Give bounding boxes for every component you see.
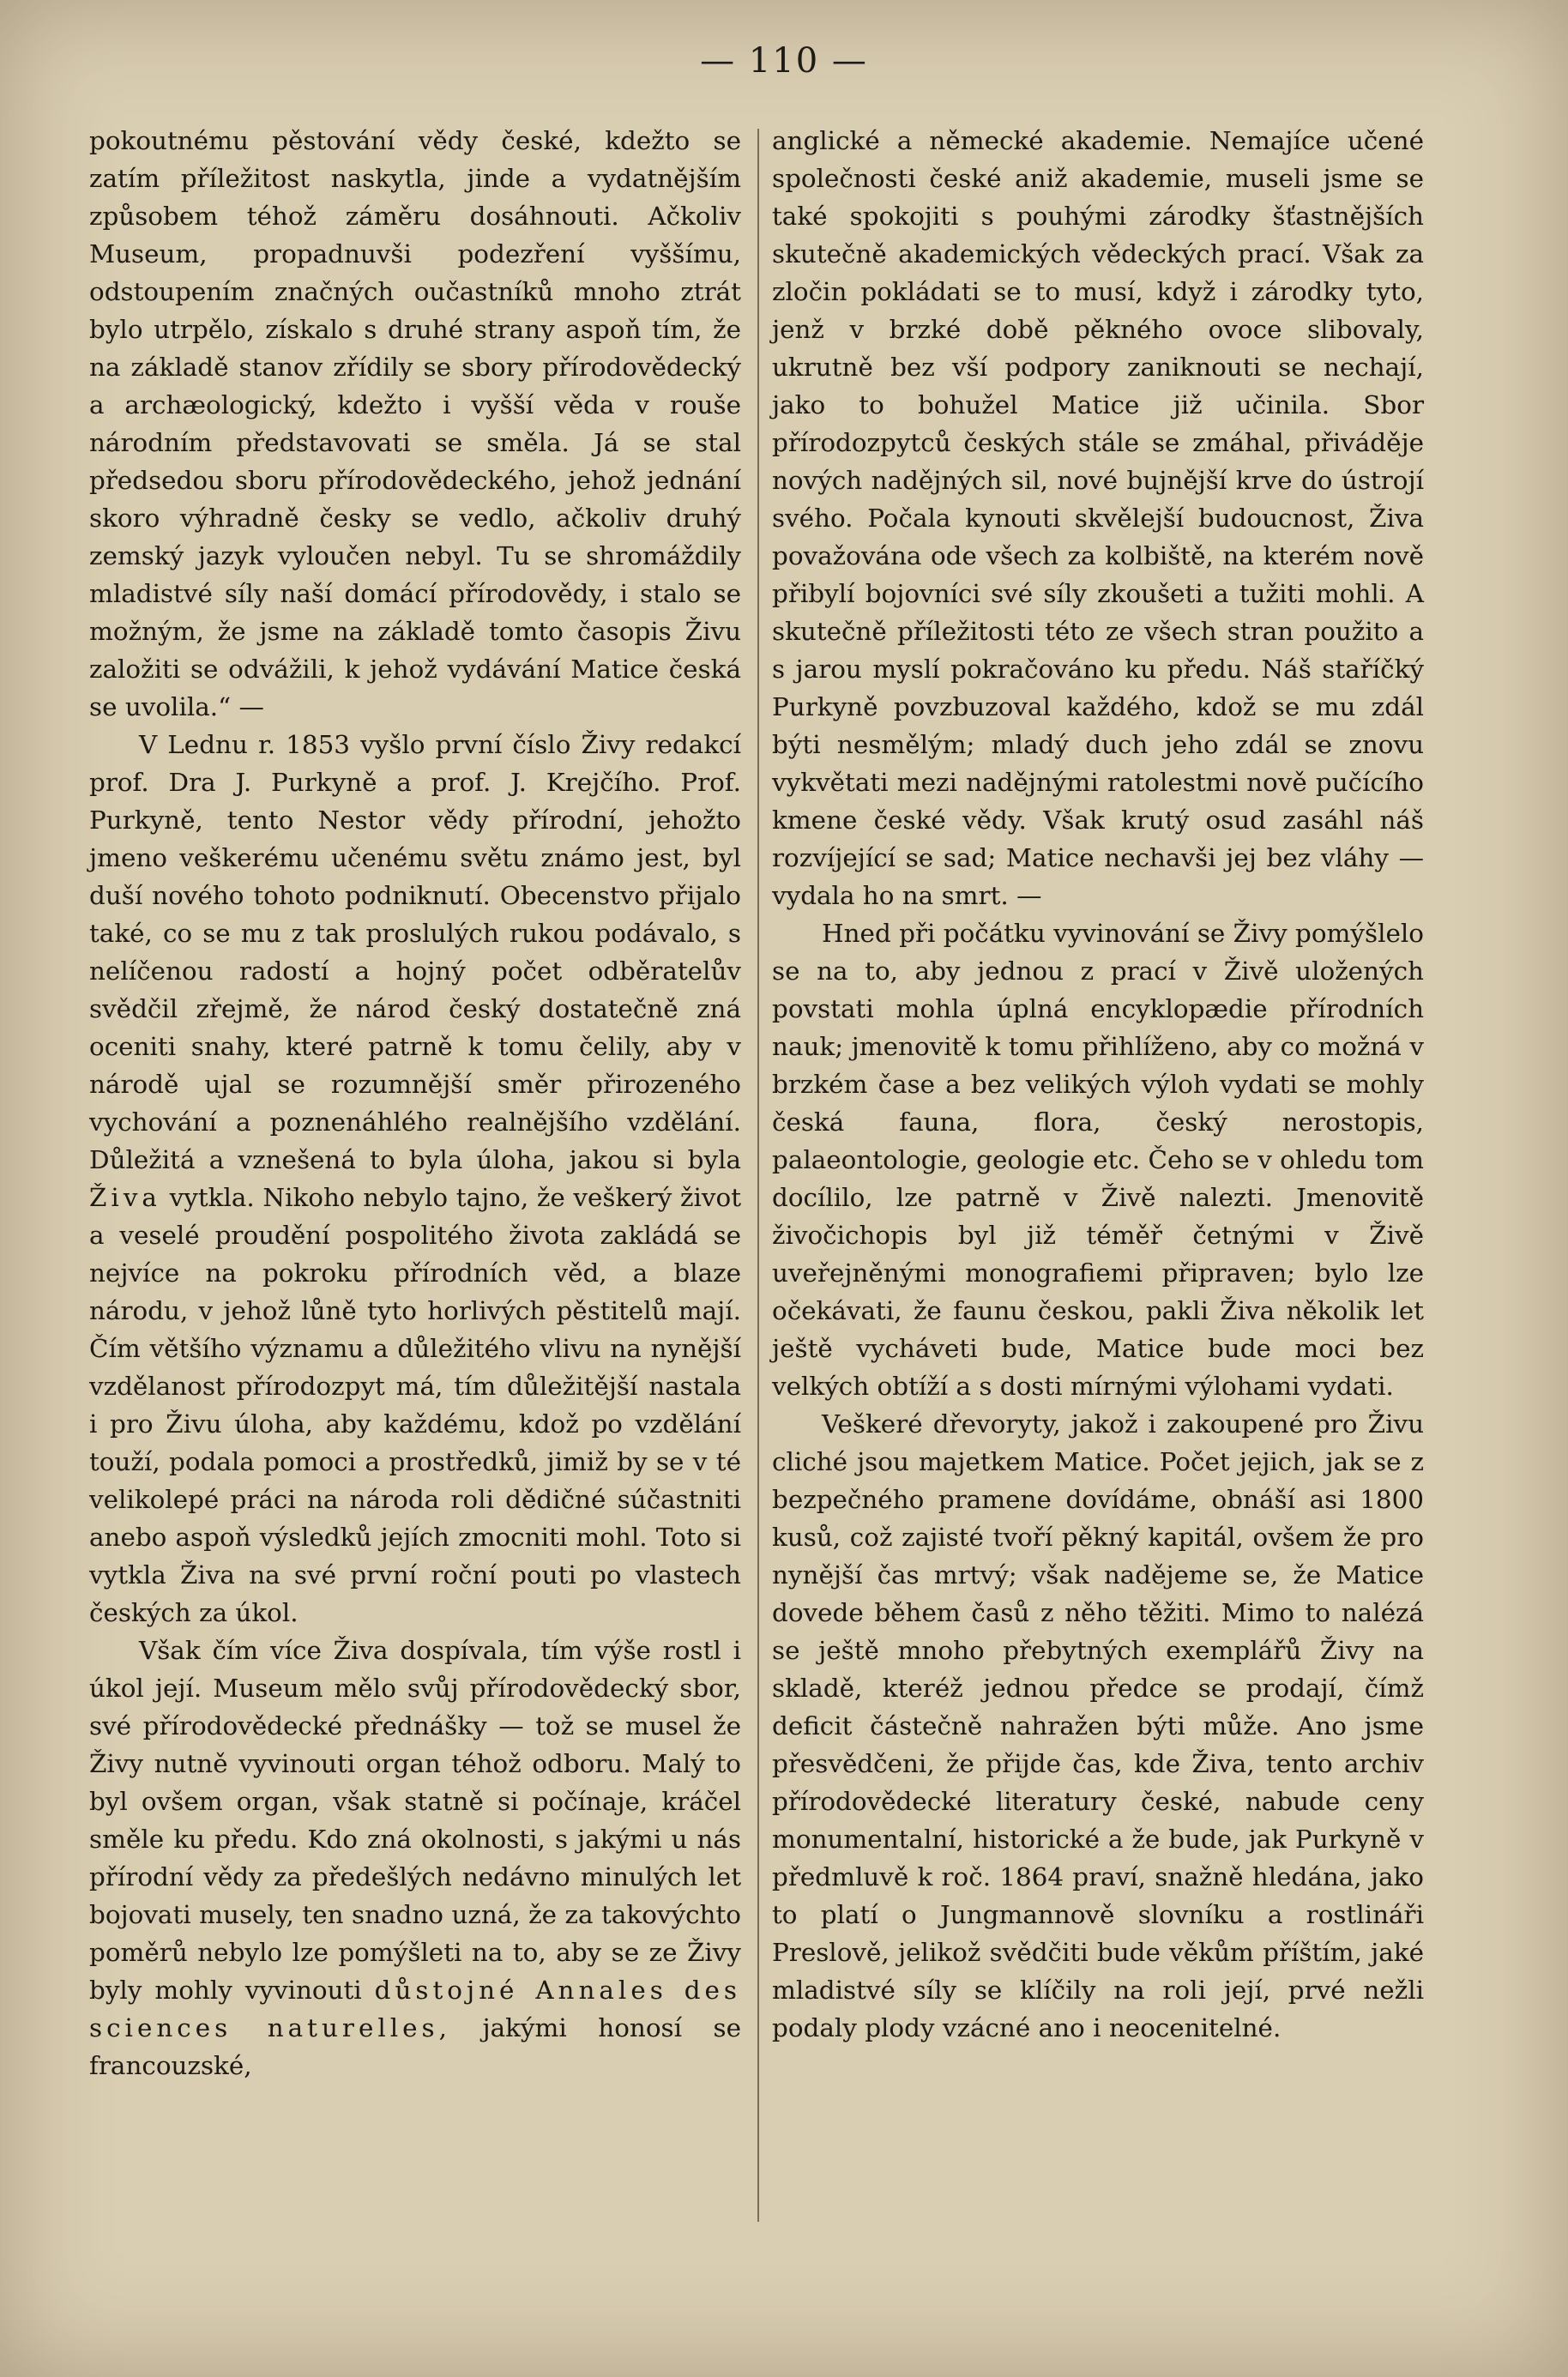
left-paragraph-2-spaced-word: Živa xyxy=(89,1183,161,1212)
column-divider xyxy=(757,129,759,2222)
left-column xyxy=(89,122,741,2084)
left-paragraph-3-text-b: jakými honosí se francouzské, xyxy=(89,2013,742,2080)
left-paragraph-3 xyxy=(89,1632,741,2084)
left-paragraph-1: pokoutnému pěstování vědy české, kdežto se zatím příležitost naskytla, jinde a vydatnějším způsobem téhož záměru dosáhnouti. Ačkoliv Museum, propadnuvši podezření vyššímu, odstoupením značných oučastníků mnoho ztrát bylo utrpělo, získalo s druhé strany aspoň tím, že na základě stanov zřídily se sbory přírodovědecký a archæologický, kdežto i vyšší věda v rouše národním představovati se směla. Já se stal předsedou sboru přírodovědeckého, jehož jednání skoro výhradně česky se vedlo, ačkoliv druhý zemský jazyk vyloučen nebyl. Tu se shromáždily mladistvé síly naší domácí přírodovědy, i stalo se možným, že jsme na základě tomto časopis Živu založiti se odvážili, k jehož vydávání Matice česká se uvolila.“ — xyxy=(89,126,741,721)
left-paragraph-3-spaced-title: důstojné Annales des sciences naturelles, xyxy=(89,1976,741,2042)
right-column xyxy=(772,122,1424,2047)
right-paragraph-1: anglické a německé akademie. Nemajíce učené společnosti české aniž akademie, museli jsme se také spokojiti s pouhými zárodky šťastnějších skutečně akademických vědeckých prací. Však za zločin pokládati se to musí, když i zárodky tyto, jenž v brzké době pěkného ovoce slibovaly, ukrutně bez vší podpory zaniknouti se nechají, jako to bohužel Matice již učinila. Sbor přírodozpytců českých stále se zmáhal, přiváděje nových nadějných sil, nové bujnější krve do ústrojí svého. Počala kynouti skvělejší budoucnost, Živa považována ode všech za kolbiště, na kterém nově přibylí bojovníci své síly zkoušeti a tužiti mohli. A skutečně příležitosti této ze všech stran použito a s jarou myslí pokračováno ku předu. Náš staříčký Purkyně povzbuzoval každého, kdož se mu zdál býti nesmělým; mladý duch jeho zdál se znovu vykvětati mezi nadějnými ratolestmi nově pučícího kmene české vědy. Však krutý osud zasáhl náš rozvíjející se sad; Matice nechavši jej bez vláhy — vydala ho na smrt. — xyxy=(772,126,1424,910)
left-paragraph-2-text-b: vytkla. Nikoho nebylo tajno, že veškerý život a veselé proudění pospolitého života zakládá se nejvíce na pokroku přírodních věd, a blaze národu, v jehož lůně tyto horlivých pěstitelů mají. Čím většího významu a důležitého vlivu na nynější vzdělanost přírodozpyt má, tím důležitější nastala i pro Živu úloha, aby každému, kdož po vzdělání touží, podala pomoci a prostředků, jimiž by se v té velikolepé práci na národa roli dědičné súčastniti anebo aspoň výsledků jejích zmocniti mohl. Toto si vytkla Živa na své první roční pouti po vlastech českých za úkol. xyxy=(89,1183,742,1627)
left-paragraph-2-text-a: V Lednu r. 1853 vyšlo první číslo Živy redakcí prof. Dra J. Purkyně a prof. J. Krejčího. Prof. Purkyně, tento Nestor vědy přírodní, jehožto jmeno veškerému učenému světu známo jest, byl duší nového tohoto podniknutí. Obecenstvo přijalo také, co se mu z tak proslulých rukou podávalo, s nelíčenou radostí a hojný počet odběratelův svědčil zřejmě, že národ český dostatečně zná oceniti snahy, které patrně k tomu čelily, aby v národě ujal se rozumnější směr přirozeného vychování a poznenáhlého realnějšího vzdělání. Důležitá a vznešená to byla úloha, jakou si byla xyxy=(89,730,741,1174)
left-paragraph-3-text-a: Však čím více Živa dospívala, tím výše rostl i úkol její. Museum mělo svůj přírodovědecký sbor, své přírodovědecké přednášky — tož se musel že Živy nutně vyvinouti organ téhož odboru. Malý to byl ovšem organ, však statně si počínaje, kráčel směle ku předu. Kdo zná okolnosti, s jakými u nás přírodní vědy za předešlých nedávno minulých let bojovati musely, ten snadno uzná, že za takovýchto poměrů nebylo lze pomýšleti na to, aby se ze Živy byly mohly vyvinouti xyxy=(89,1636,741,2005)
right-paragraph-3: Veškeré dřevoryty, jakož i zakoupené pro Živu cliché jsou majetkem Matice. Počet jejich, jak se z bezpečného pramene dovídáme, obnáší asi 1800 kusů, což zajisté tvoří pěkný kapitál, ovšem že pro nynější čas mrtvý; však naděјeme se, že Matice dovede během časů z něho těžiti. Mimo to nalézá se ještě mnoho přebytných exemplářů Živy na skladě, kteréž jednou předce se prodají, čímž deficit částečně nahražen býti může. Ano jsme přesvědčeni, že přijde čas, kde Živa, tento archiv přírodovědecké literatury české, nabude ceny monumentalní, historické a že bude, jak Purkyně v předmluvě k roč. 1864 praví, snažně hledána, jako to platí o Jungmannově slovníku a rostlináři Preslově, jelikož svědčiti bude věkům příštím, jaké mladistvé síly se klíčily na roli její, prvé nežli podaly plody vzácné ano i neocenitelné. xyxy=(772,1409,1424,2042)
right-paragraph-2: Hned při počátku vyvinování se Živy pomýšlelo se na to, aby jednou z prací v Živě uložených povstati mohla úplná encyklopædie přírodních nauk; jmenovitě k tomu přihlíženo, aby co možná v brzkém čase a bez velikých výloh vydati se mohly česká fauna, flora, český nerostopis, palaeontologie, geologie etc. Čeho se v ohledu tom docílilo, lze patrně v Živě nalezti. Jmenovitě živočichopis byl již téměř četnými v Živě uveřejněnými monografiemi připraven; bylo lze očekávati, že faunu českou, pakli Živa několik let ještě vycháveti bude, Matice bude moci bez velkých obtíží a s dosti mírnými výlohami vydati. xyxy=(772,919,1424,1401)
page-number: — 110 — xyxy=(700,41,868,81)
left-paragraph-2 xyxy=(89,726,741,1632)
